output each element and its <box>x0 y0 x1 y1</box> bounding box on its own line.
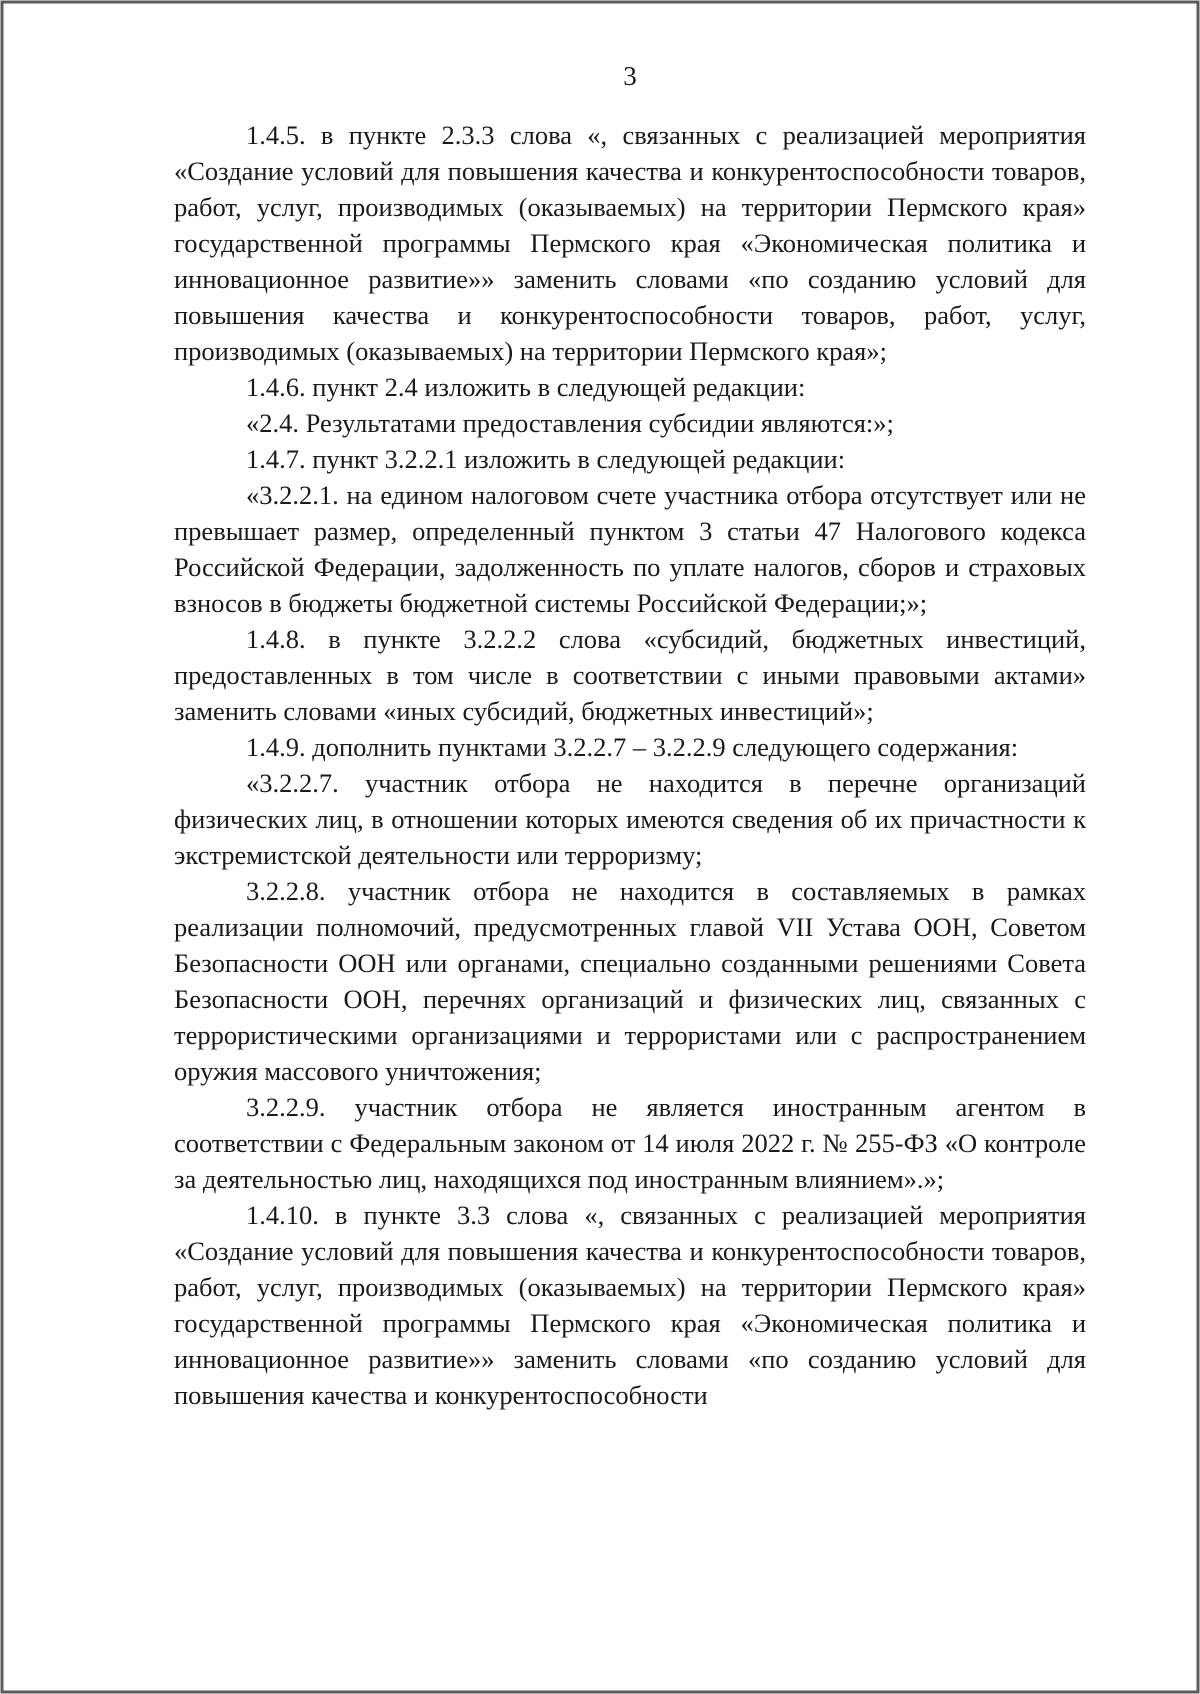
paragraph-3-2-2-7: «3.2.2.7. участник отбора не находится в перечне организаций физических лиц, в отношении которых имеются сведения об их причастности к экстремистской деятельности или терроризму; <box>174 768 1086 870</box>
paragraph-1-4-7: 1.4.7. пункт 3.2.2.1 изложить в следующей редакции: <box>246 444 846 474</box>
document-body <box>174 117 1086 1413</box>
paragraph-1-4-6: 1.4.6. пункт 2.4 изложить в следующей редакции: <box>246 372 806 402</box>
paragraph-3-2-2-1-quote: «3.2.2.1. на едином налоговом счете участника отбора отсутствует или не превышает размер, определенный пунктом 3 статьи 47 Налогового кодекса Российской Федерации, задолженность по уплате налогов, сборов и страховых взносов в бюджеты бюджетной системы Российской Федерации;»; <box>174 480 1086 618</box>
paragraph-3-2-2-8: 3.2.2.8. участник отбора не находится в составляемых в рамках реализации полномочий, предусмотренных главой VII Устава ООН, Советом Безопасности ООН или органами, специально созданными решениями Совета Безопасности ООН, перечнях организаций и физических лиц, связанных с террористическими организациями и террористами или с распространением оружия массового уничтожения; <box>174 876 1086 1086</box>
paragraph-3-2-2-9: 3.2.2.9. участник отбора не является иностранным агентом в соответствии с Федеральным законом от 14 июля 2022 г. № 255-ФЗ «О контроле за деятельностью лиц, находящихся под иностранным влиянием».»; <box>174 1092 1086 1194</box>
paragraph-1-4-5: 1.4.5. в пункте 2.3.3 слова «, связанных с реализацией мероприятия «Создание условий для повышения качества и конкурентоспособности товаров, работ, услуг, производимых (оказываемых) на территории Пермского края» государственной программы Пермского края «Экономическая политика и инновационное развитие»» заменить словами «по созданию условий для повышения качества и конкурентоспособности товаров, работ, услуг, производимых (оказываемых) на территории Пермского края»; <box>174 120 1086 366</box>
page-number: 3 <box>623 61 637 91</box>
paragraph-1-4-8: 1.4.8. в пункте 3.2.2.2 слова «субсидий, бюджетных инвестиций, предоставленных в том числе в соответствии с иными правовыми актами» заменить словами «иных субсидий, бюджетных инвестиций»; <box>174 624 1086 726</box>
paragraph-2-4-quote: «2.4. Результатами предоставления субсидии являются:»; <box>246 408 894 438</box>
paragraph-1-4-10: 1.4.10. в пункте 3.3 слова «, связанных с реализацией мероприятия «Создание условий для повышения качества и конкурентоспособности товаров, работ, услуг, производимых (оказываемых) на территории Пермского края» государственной программы Пермского края «Экономическая политика и инновационное развитие»» заменить словами «по созданию условий для повышения качества и конкурентоспособности <box>174 1200 1086 1410</box>
paragraph-1-4-9: 1.4.9. дополнить пунктами 3.2.2.7 – 3.2.2.9 следующего содержания: <box>246 732 1019 762</box>
